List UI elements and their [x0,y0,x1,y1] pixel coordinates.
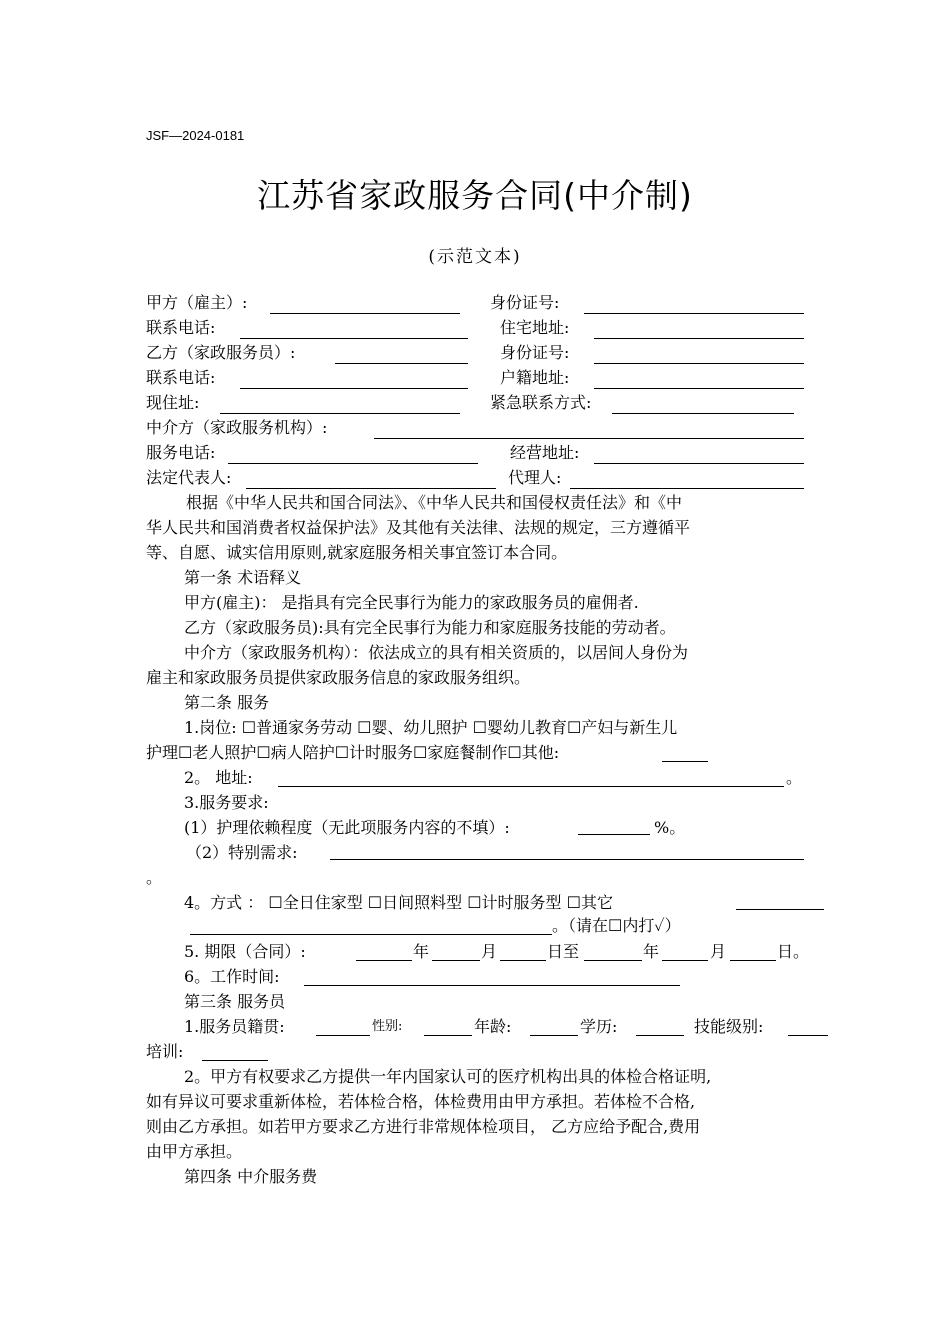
care-dependency-field[interactable] [578,834,650,835]
service-phone-field[interactable] [228,463,478,464]
party-b-field[interactable] [335,363,468,364]
business-address-label: 经营地址: [510,443,580,462]
business-address-field[interactable] [594,463,804,464]
household-address-label: 户籍地址: [500,368,570,387]
party-a-field[interactable] [270,313,460,314]
term-year-unit: 年 [413,942,430,961]
service-mode-note: 。（请在☐内打✓） [552,916,681,935]
agency-label: 中介方（家政服务机构）: [146,418,328,437]
special-needs-end: 。 [146,868,163,887]
preamble-line: 等、自愿、诚实信用原则,就家庭服务相关事宜签订本合同。 [146,543,568,562]
term-end-day-field[interactable] [730,960,776,961]
agency-field[interactable] [374,438,804,439]
term-month-unit: 月 [710,942,727,961]
education-field[interactable] [636,1035,684,1036]
article-3-text: 则由乙方承担。如若甲方要求乙方进行非常规体检项目， 乙方应给予配合,费用 [146,1117,701,1136]
service-mode-detail-field[interactable] [190,934,552,935]
current-address-label: 现住址: [146,393,200,412]
origin-field[interactable] [316,1035,370,1036]
party-b-id-field[interactable] [594,363,804,364]
service-mode-other-field[interactable] [736,909,824,910]
article-1-text: 甲方(雇主)： 是指具有完全民事行为能力的家政服务员的雇佣者. [184,593,639,612]
post-options-line: 1.岗位: ☐普通家务劳动 ☐婴、幼儿照护 ☐婴幼儿教育☐产妇与新生儿 [184,718,678,737]
home-address-label: 住宅地址: [500,318,570,337]
agent-label: 代理人: [508,468,562,487]
term-day-end: 日。 [777,942,810,961]
article-3-text: 由甲方承担。 [146,1142,243,1161]
document-title: 江苏省家政服务合同(中介制) [257,176,693,215]
special-needs-label: （2）特别需求: [186,843,298,862]
contract-term-label: 5. 期限（合同）: [184,942,306,961]
education-label: 学历: [580,1017,618,1036]
party-b-phone-field[interactable] [240,388,468,389]
post-options-line: 护理☐老人照护☐病人陪护☐计时服务☐家庭餐制作☐其他: [146,743,560,762]
service-phone-label: 服务电话: [146,443,216,462]
party-b-id-label: 身份证号: [500,343,570,362]
term-month-unit: 月 [481,942,498,961]
term-year-unit: 年 [643,942,660,961]
gender-label: 性别: [372,1019,403,1034]
service-address-field[interactable] [278,786,784,787]
age-field[interactable] [530,1035,578,1036]
term-start-year-field[interactable] [356,960,412,961]
legal-rep-label: 法定代表人: [146,468,232,487]
origin-label: 1.服务员籍贯: [184,1017,285,1036]
article-3-text: 2。甲方有权要求乙方提供一年内国家认可的医疗机构出具的体检合格证明, [184,1067,712,1086]
party-b-label: 乙方（家政服务员）: [146,343,296,362]
gender-field[interactable] [424,1035,472,1036]
party-a-phone-label: 联系电话: [146,318,216,337]
emergency-contact-label: 紧急联系方式: [490,393,592,412]
article-1-text: 中介方（家政服务机构）：依法成立的具有相关资质的，以居间人身份为 [184,643,689,662]
document-subtitle: (示范文本) [428,247,522,267]
skill-level-label: 技能级别: [694,1017,764,1036]
current-address-field[interactable] [220,413,460,414]
age-label: 年龄: [474,1017,512,1036]
party-a-phone-field[interactable] [240,338,468,339]
training-label: 培训: [146,1042,184,1061]
care-dependency-label: (1）护理依赖程度（无此项服务内容的不填）: [184,818,510,837]
care-dependency-unit: %。 [654,818,686,837]
article-4-heading: 第四条 中介服务费 [184,1167,318,1186]
term-day-to: 日至 [547,942,580,961]
post-other-field[interactable] [662,761,708,762]
preamble-line: 根据《中华人民共和国合同法》、《中华人民共和国侵权责任法》和《中 [186,493,683,512]
term-end-month-field[interactable] [662,960,708,961]
party-a-id-label: 身份证号: [490,293,560,312]
agent-field[interactable] [570,488,804,489]
article-2-heading: 第二条 服务 [184,693,270,712]
home-address-field[interactable] [594,338,804,339]
party-b-phone-label: 联系电话: [146,368,216,387]
legal-rep-field[interactable] [246,488,496,489]
party-a-id-field[interactable] [584,313,804,314]
skill-level-field[interactable] [788,1035,828,1036]
special-needs-field[interactable] [330,859,804,860]
household-address-field[interactable] [594,388,804,389]
preamble-line: 华人民共和国消费者权益保护法》及其他有关法律、法规的规定，三方遵循平 [146,518,691,537]
article-3-heading: 第三条 服务员 [184,992,286,1011]
work-time-field[interactable] [304,985,680,986]
article-1-text: 乙方（家政服务员):具有完全民事行为能力和家庭服务技能的劳动者。 [184,618,676,637]
service-address-label: 2。 地址: [184,768,253,787]
term-start-month-field[interactable] [432,960,480,961]
service-mode-options: 4。方式 ： ☐全日住家型 ☐日间照料型 ☐计时服务型 ☐其它 [184,893,613,912]
service-address-end: 。 [786,768,803,787]
article-1-heading: 第一条 术语释义 [184,568,302,587]
term-end-year-field[interactable] [584,960,642,961]
emergency-contact-field[interactable] [612,413,794,414]
training-field[interactable] [202,1060,268,1061]
article-3-text: 如有异议可要求重新体检，若体检合格，体检费用由甲方承担。若体检不合格, [146,1092,696,1111]
party-a-label: 甲方（雇主）: [146,293,248,312]
work-time-label: 6。工作时间: [184,967,280,986]
document-code: JSF—2024-0181 [146,128,245,143]
term-start-day-field[interactable] [500,960,546,961]
service-requirements-label: 3.服务要求: [184,793,269,812]
article-1-text: 雇主和家政服务员提供家政服务信息的家政服务组织。 [146,668,531,687]
